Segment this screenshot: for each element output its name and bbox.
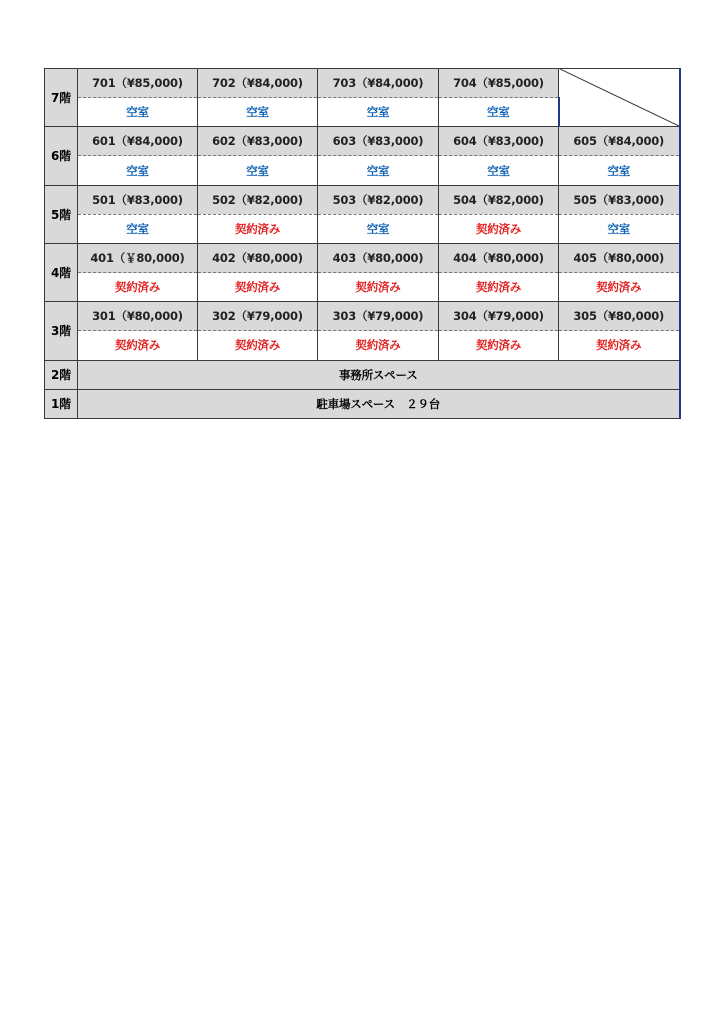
floor-1-row xyxy=(45,389,680,418)
status-701: 空室 xyxy=(78,98,198,127)
unit-702: 702（¥84,000) xyxy=(198,69,318,98)
status-704: 空室 xyxy=(439,98,559,127)
vacancy-table xyxy=(44,68,681,419)
unit-504: 504（¥82,000) xyxy=(439,185,559,214)
status-604: 空室 xyxy=(439,156,559,185)
floor-6-status-row xyxy=(45,156,680,185)
office-space-cell: 事務所スペース xyxy=(78,360,680,389)
floor-label: 2階 xyxy=(45,360,78,389)
parking-space-cell: 駐車場スペース ２９台 xyxy=(78,389,680,418)
floor-3-status-row xyxy=(45,331,680,360)
unit-601: 601（¥84,000) xyxy=(78,127,198,156)
unit-304: 304（¥79,000) xyxy=(439,302,559,331)
status-502: 契約済み xyxy=(198,214,318,243)
diagonal-line xyxy=(560,69,679,126)
unit-701: 701（¥85,000) xyxy=(78,69,198,98)
unit-605: 605（¥84,000) xyxy=(559,127,680,156)
unit-305: 305（¥80,000) xyxy=(559,302,680,331)
status-601: 空室 xyxy=(78,156,198,185)
floor-label: 3階 xyxy=(45,302,78,360)
unit-301: 301（¥80,000) xyxy=(78,302,198,331)
status-602: 空室 xyxy=(198,156,318,185)
floor-2-row xyxy=(45,360,680,389)
unit-302: 302（¥79,000) xyxy=(198,302,318,331)
floor-label: 1階 xyxy=(45,389,78,418)
unit-402: 402（¥80,000) xyxy=(198,243,318,272)
status-501: 空室 xyxy=(78,214,198,243)
status-504: 契約済み xyxy=(439,214,559,243)
status-605: 空室 xyxy=(559,156,680,185)
floor-label: 7階 xyxy=(45,69,78,127)
status-505: 空室 xyxy=(559,214,680,243)
floor-4-status-row xyxy=(45,273,680,302)
floor-label: 6階 xyxy=(45,127,78,185)
status-503: 空室 xyxy=(318,214,439,243)
status-403: 契約済み xyxy=(318,273,439,302)
floor-label: 4階 xyxy=(45,243,78,301)
status-603: 空室 xyxy=(318,156,439,185)
status-401: 契約済み xyxy=(78,273,198,302)
floor-7-unit-row xyxy=(45,69,680,98)
status-303: 契約済み xyxy=(318,331,439,360)
unit-502: 502（¥82,000) xyxy=(198,185,318,214)
status-702: 空室 xyxy=(198,98,318,127)
status-402: 契約済み xyxy=(198,273,318,302)
floor-3-unit-row xyxy=(45,302,680,331)
unit-401: 401（￥80,000) xyxy=(78,243,198,272)
floor-5-status-row xyxy=(45,214,680,243)
status-304: 契約済み xyxy=(439,331,559,360)
status-405: 契約済み xyxy=(559,273,680,302)
status-305: 契約済み xyxy=(559,331,680,360)
unit-602: 602（¥83,000) xyxy=(198,127,318,156)
unit-403: 403（¥80,000) xyxy=(318,243,439,272)
floor-label: 5階 xyxy=(45,185,78,243)
unit-501: 501（¥83,000) xyxy=(78,185,198,214)
status-404: 契約済み xyxy=(439,273,559,302)
unit-303: 303（¥79,000) xyxy=(318,302,439,331)
unit-405: 405（¥80,000) xyxy=(559,243,680,272)
unit-505: 505（¥83,000) xyxy=(559,185,680,214)
unit-703: 703（¥84,000) xyxy=(318,69,439,98)
unit-404: 404（¥80,000) xyxy=(439,243,559,272)
unit-704: 704（¥85,000) xyxy=(439,69,559,98)
status-703: 空室 xyxy=(318,98,439,127)
floor-5-unit-row xyxy=(45,185,680,214)
status-302: 契約済み xyxy=(198,331,318,360)
floor-6-unit-row xyxy=(45,127,680,156)
floor-4-unit-row xyxy=(45,243,680,272)
unit-604: 604（¥83,000) xyxy=(439,127,559,156)
status-301: 契約済み xyxy=(78,331,198,360)
no-unit-diagonal-cell xyxy=(559,69,680,127)
unit-503: 503（¥82,000) xyxy=(318,185,439,214)
unit-603: 603（¥83,000) xyxy=(318,127,439,156)
